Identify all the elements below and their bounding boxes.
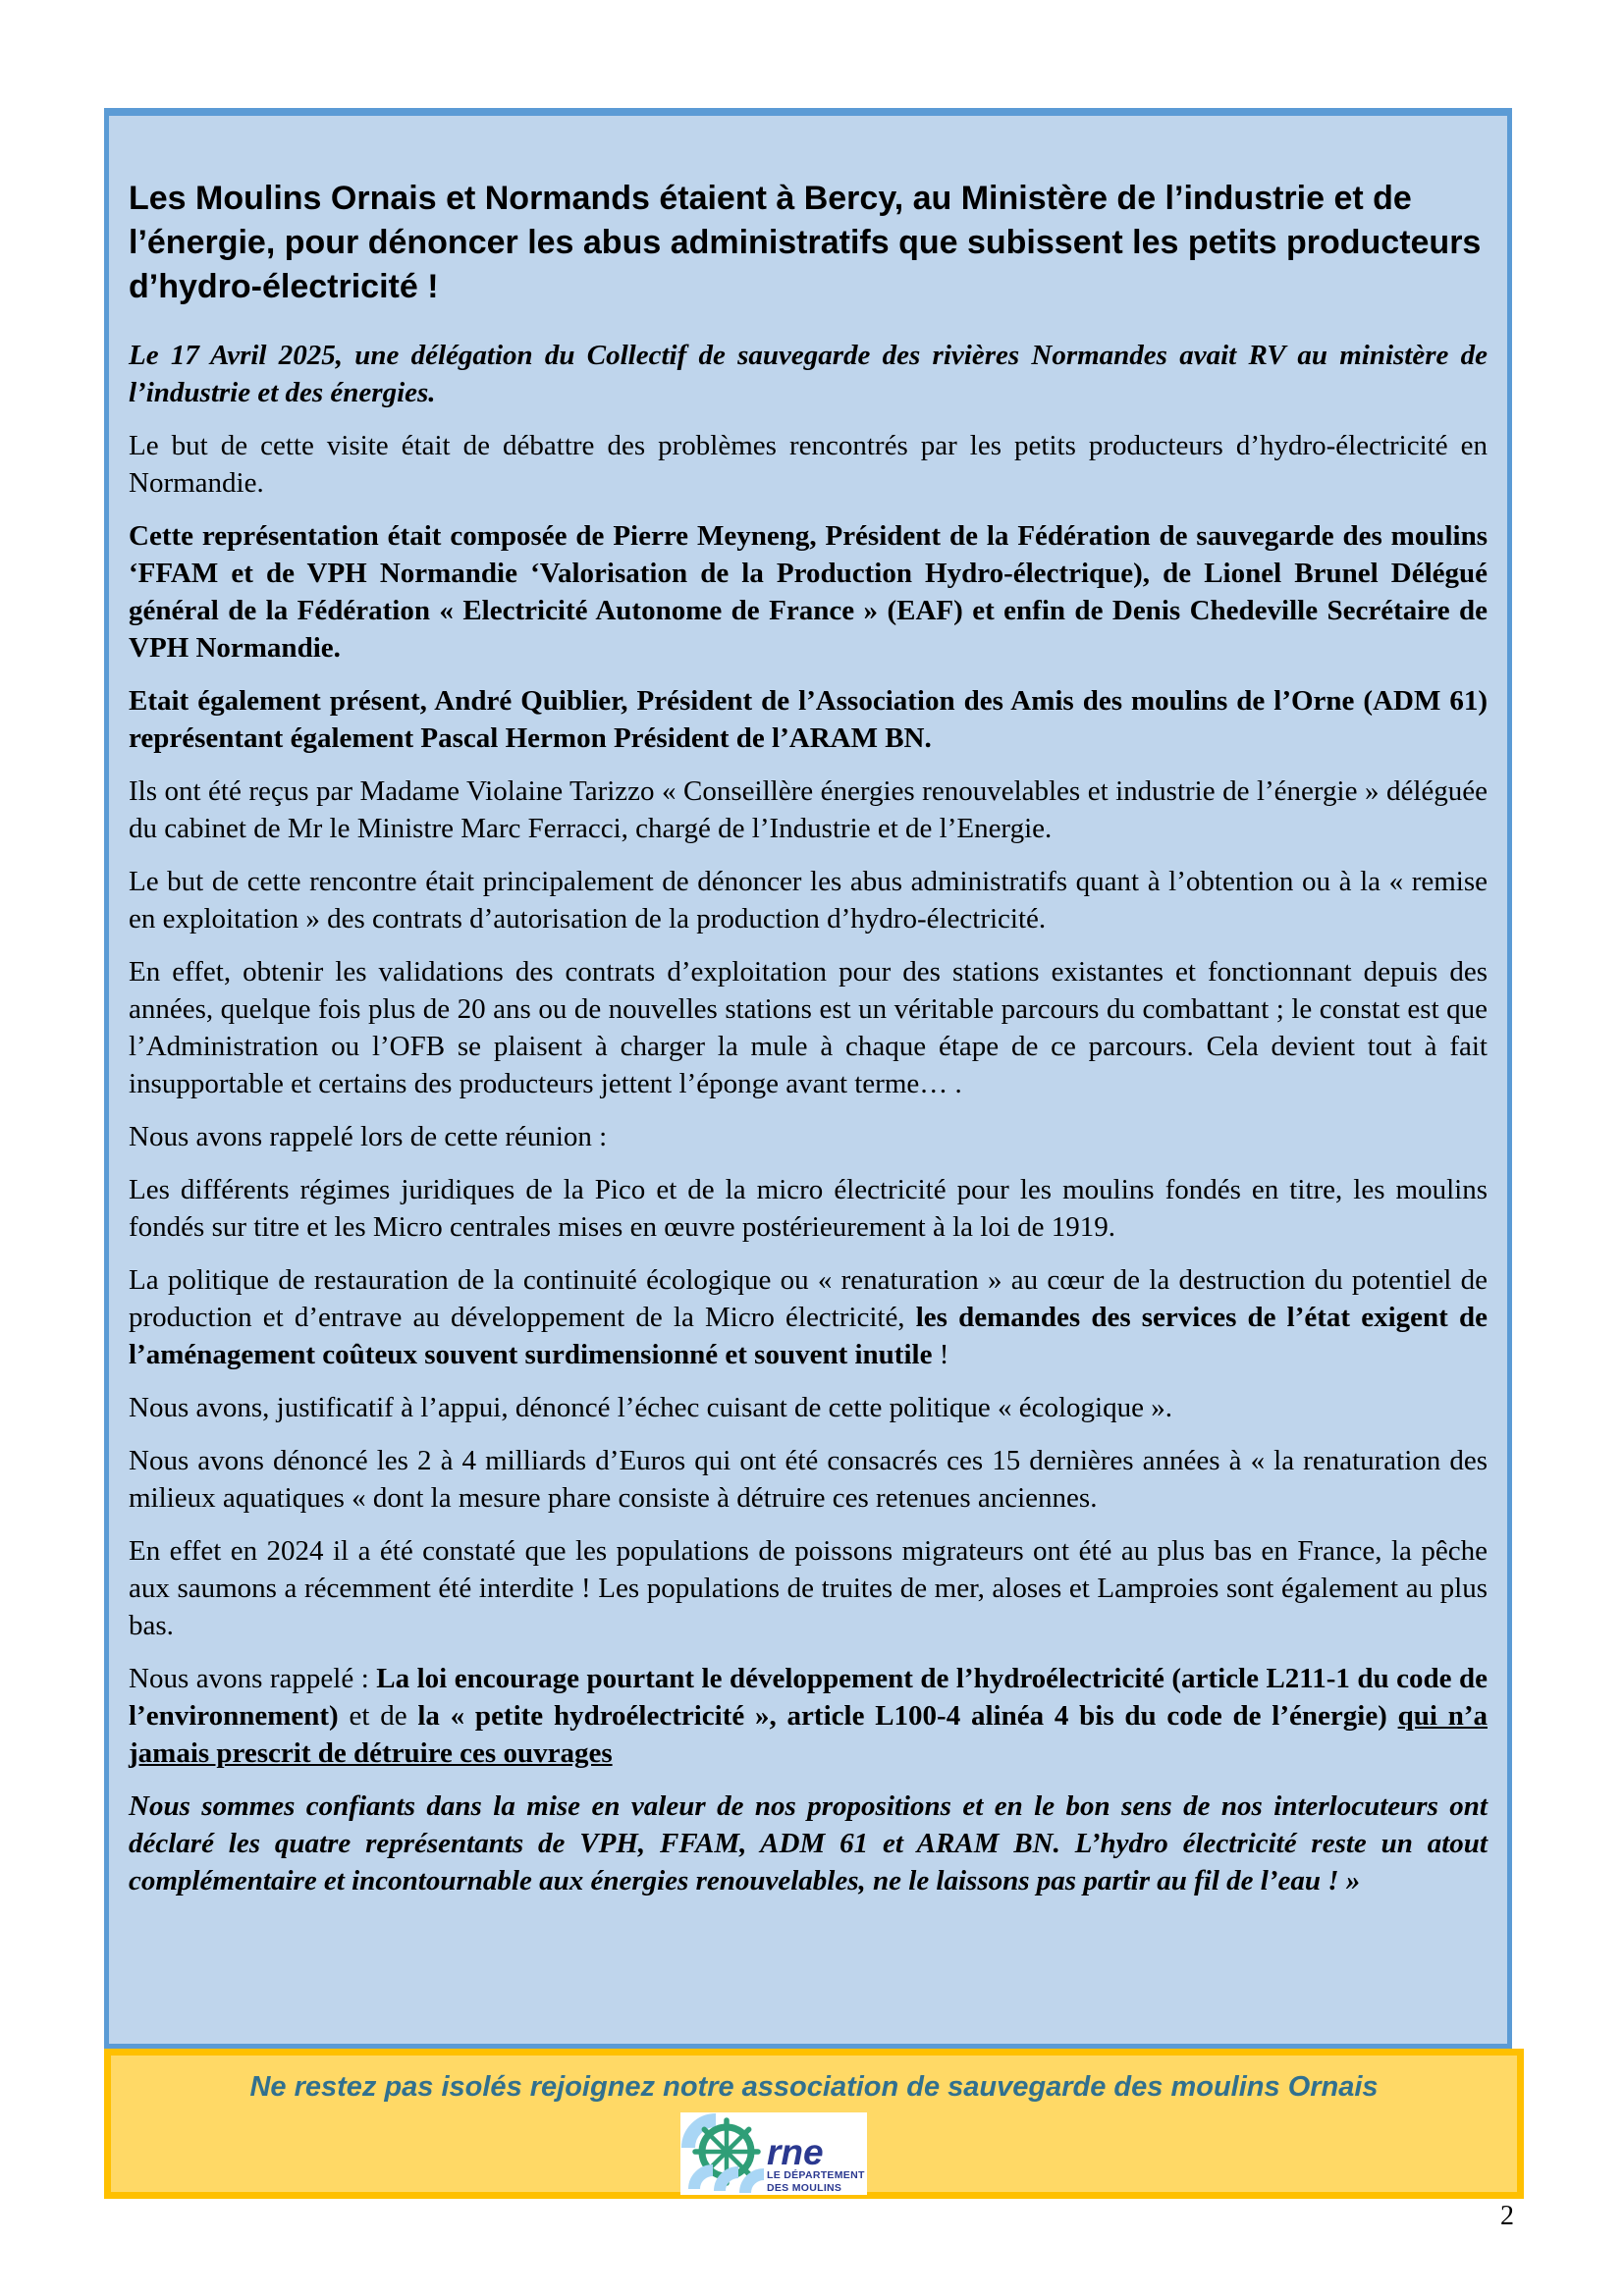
logo-subtitle-2: DES MOULINS: [767, 2182, 842, 2194]
paragraph: [129, 1389, 1488, 1426]
paragraph: [129, 427, 1488, 502]
text-segment: et de: [338, 1700, 418, 1732]
paragraph: [129, 517, 1488, 667]
logo-subtitle-1: LE DÉPARTEMENT: [767, 2169, 865, 2181]
logo-wordmark: rne: [767, 2132, 824, 2172]
article-body: [129, 337, 1488, 1899]
text-segment: En effet en 2024 il a été constaté que les populations de poissons migrateurs ont été au plus bas en France, la pêche aux saumons a récemment été interdite ! Les populations de truites de mer, aloses et Lamproies sont également au plus bas.: [129, 1535, 1488, 1641]
orne-moulins-logo: [680, 2112, 867, 2195]
paragraph: [129, 337, 1488, 411]
text-segment: Ils ont été reçus par Madame Violaine Tarizzo « Conseillère énergies renouvelables et industrie de l’énergie » déléguée du cabinet de Mr le Ministre Marc Ferracci, chargé de l’Industrie et de l’Energie.: [129, 775, 1488, 844]
text-segment: la « petite hydroélectricité », article L100-4 alinéa 4 bis du code de l’énergie): [417, 1700, 1398, 1732]
text-segment: Le but de cette rencontre était principalement de dénoncer les abus administratifs quant à l’obtention ou à la « remise en exploitation » des contrats d’autorisation de la production d’hydro-électricité.: [129, 866, 1488, 934]
paragraph: [129, 1788, 1488, 1899]
text-segment: Le 17 Avril 2025, une délégation du Collectif de sauvegarde des rivières Normandes avait RV au ministère de l’industrie et des énergies.: [129, 340, 1488, 408]
page-number: 2: [1500, 2201, 1514, 2231]
text-segment: les demandes des services de l’état exigent de l’aménagement coûteux souvent surdimensionné et souvent inutile: [129, 1302, 1488, 1370]
text-segment: La loi encourage pourtant le développement de l’hydroélectricité (article L211-1 du code de l’environnement): [129, 1663, 1488, 1732]
text-segment: Nous avons rappelé :: [129, 1663, 377, 1694]
paragraph: [129, 1442, 1488, 1517]
text-segment: La politique de restauration de la continuité écologique ou « renaturation » au cœur de la destruction du potentiel de production et d’entrave au développement de la Micro électricité,: [129, 1264, 1488, 1333]
paragraph: [129, 682, 1488, 757]
paragraph: [129, 953, 1488, 1102]
paragraph: [129, 1660, 1488, 1772]
text-segment: Nous sommes confiants dans la mise en valeur de nos propositions et en le bon sens de nos interlocuteurs ont déclaré les quatre représentants de VPH, FFAM, ADM 61 et ARAM BN. L’hydro électricité reste un atout complémentaire et incontournable aux énergies renouvelables, ne le laissons pas partir au fil de l’eau ! »: [129, 1790, 1488, 1896]
text-segment: Nous avons rappelé lors de cette réunion :: [129, 1121, 608, 1152]
text-segment: Etait également présent, André Quiblier, Président de l’Association des Amis des moulins de l’Orne (ADM 61) représentant également Pascal Hermon Président de l’ARAM BN.: [129, 685, 1488, 754]
text-segment: Les différents régimes juridiques de la Pico et de la micro électricité pour les moulins fondés en titre, les moulins fondés sur titre et les Micro centrales mises en œuvre postérieurement à la loi de 1919.: [129, 1174, 1488, 1243]
paragraph: [129, 1118, 1488, 1155]
paragraph: [129, 1532, 1488, 1644]
paragraph: [129, 773, 1488, 847]
paragraph: [129, 863, 1488, 937]
text-segment: Le but de cette visite était de débattre des problèmes rencontrés par les petits producteurs d’hydro-électricité en Normandie.: [129, 430, 1488, 499]
paragraph: [129, 1171, 1488, 1246]
text-segment: En effet, obtenir les validations des contrats d’exploitation pour des stations existantes et fonctionnant depuis des années, quelque fois plus de 20 ans ou de nouvelles stations est un véritable parcours du combattant ; le constat est que l’Administration ou l’OFB se plaisent à charger la mule à chaque étape de ce parcours. Cela devient tout à fait insupportable et certains des producteurs jettent l’éponge avant terme… .: [129, 956, 1488, 1099]
content-panel: [104, 108, 1512, 2049]
membership-banner: [104, 2049, 1524, 2199]
banner-text: Ne restez pas isolés rejoignez notre association de sauvegarde des moulins Ornais: [249, 2071, 1379, 2103]
mill-wheel-icon: [680, 2112, 867, 2195]
article-title: Les Moulins Ornais et Normands étaient à Bercy, au Ministère de l’industrie et de l’énergie, pour dénoncer les abus administratifs que subissent les petits producteurs d’hydro-électricité !: [129, 180, 1482, 305]
paragraph: [129, 1261, 1488, 1373]
text-segment: Nous avons dénoncé les 2 à 4 milliards d’Euros qui ont été consacrés ces 15 dernières années à « la renaturation des milieux aquatiques « dont la mesure phare consiste à détruire ces retenues anciennes.: [129, 1445, 1488, 1514]
text-segment: Cette représentation était composée de Pierre Meyneng, Président de la Fédération de sauvegarde des moulins ‘FFAM et de VPH Normandie ‘Valorisation de la Production Hydro-électrique), de Lionel Brunel Délégué général de la Fédération « Electricité Autonome de France » (EAF) et enfin de Denis Chedeville Secrétaire de VPH Normandie.: [129, 520, 1488, 664]
text-segment: Nous avons, justificatif à l’appui, dénoncé l’échec cuisant de cette politique « écologique ».: [129, 1392, 1172, 1423]
text-segment: qui n’a jamais prescrit de détruire ces ouvrages: [129, 1700, 1488, 1769]
text-segment: !: [932, 1339, 949, 1370]
